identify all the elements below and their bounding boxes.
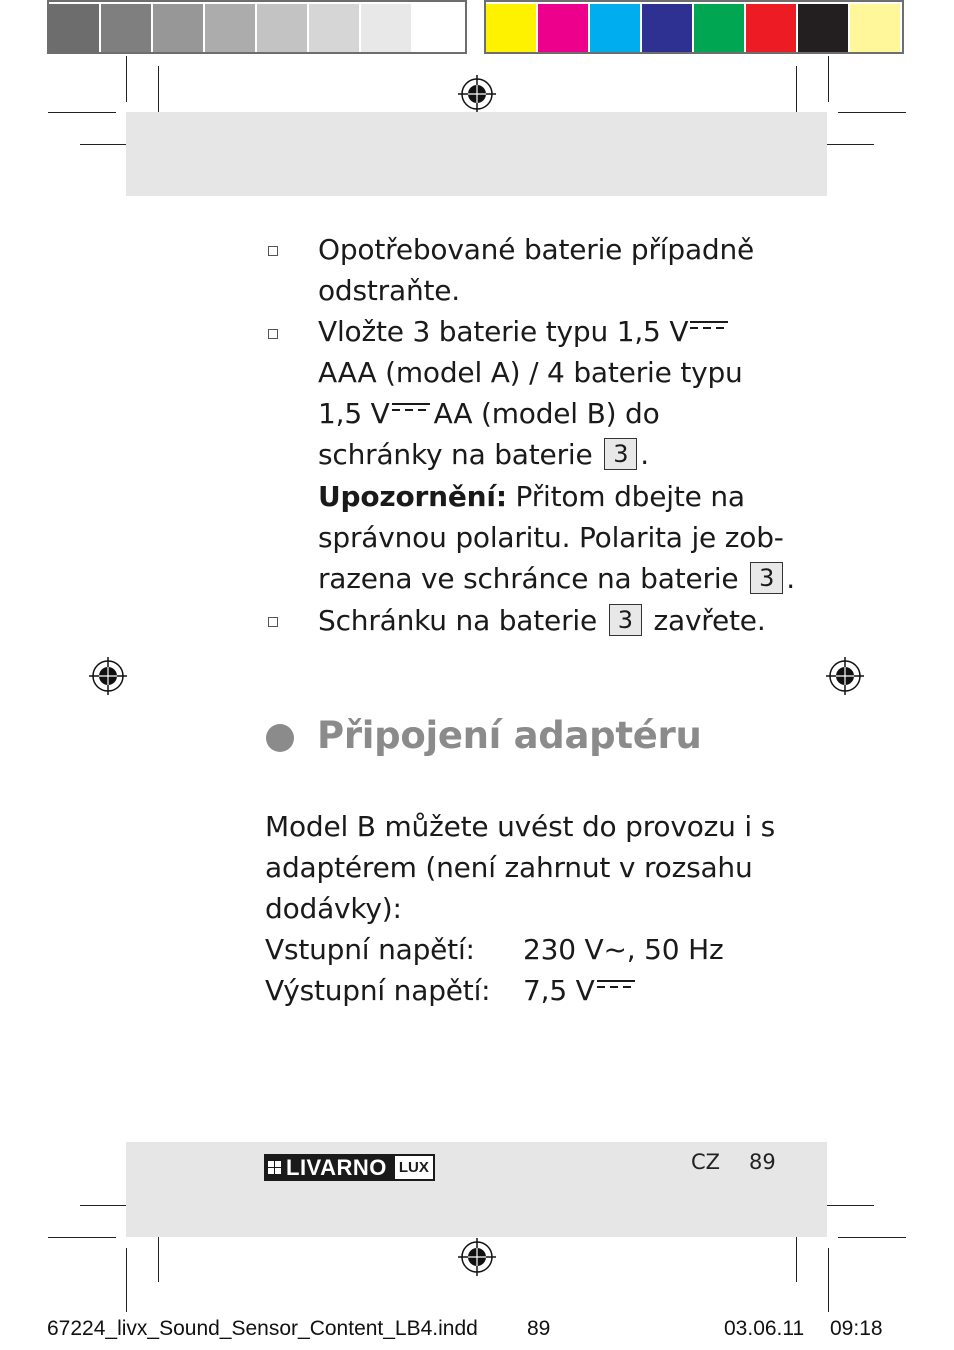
grey-swatch [309, 4, 359, 52]
step-2-text: Vložte 3 baterie typu 1,5 V [318, 315, 689, 348]
warning-text: razena ve schránce na baterie [318, 562, 739, 595]
step-2-warning-line-3 [318, 558, 795, 600]
grey-swatch [361, 4, 411, 52]
compartment-text: schránky na baterie [318, 438, 593, 471]
logo-main-block [264, 1154, 393, 1181]
registration-mark-left [89, 657, 127, 695]
step-bullet [268, 617, 278, 627]
voltage-text: 1,5 V [318, 397, 390, 430]
slug-time: 09:18 [830, 1317, 883, 1340]
dc-symbol-icon [597, 980, 635, 988]
step-2-warning-line-1 [318, 476, 745, 518]
period: . [786, 562, 795, 595]
grey-swatch [205, 4, 255, 52]
page-number: 89 [749, 1150, 776, 1174]
registration-mark-bottom [458, 1238, 496, 1276]
spec-output-value [523, 970, 639, 1012]
color-swatch [798, 4, 848, 52]
part-reference-box: 3 [750, 562, 783, 594]
color-swatch [746, 4, 796, 52]
step-2-warning-line-2: správnou polaritu. Polarita je zob- [318, 521, 784, 554]
livarno-lux-logo [264, 1154, 435, 1181]
grey-swatch [101, 4, 151, 52]
grey-swatch [49, 4, 99, 52]
paragraph-line-1: Model B můžete uvést do provozu i s [265, 810, 776, 843]
footer-band [126, 1142, 827, 1237]
color-swatch [538, 4, 588, 52]
paragraph-line-2: adaptérem (není zahrnut v rozsahu [265, 851, 753, 884]
step-2-line-4 [318, 434, 649, 476]
step-2-line-1 [318, 311, 732, 353]
output-voltage: 7,5 V [523, 974, 595, 1007]
grey-swatch [153, 4, 203, 52]
header-band [126, 112, 827, 196]
logo-grid-icon [268, 1161, 281, 1174]
color-swatch [850, 4, 900, 52]
slug-page: 89 [527, 1317, 551, 1340]
part-reference-box: 3 [609, 604, 642, 636]
grey-swatch [413, 4, 463, 52]
color-swatch [642, 4, 692, 52]
section-heading: Připojení adaptéru [317, 714, 702, 757]
dc-symbol-icon [690, 321, 728, 329]
warning-text: Přitom dbejte na [506, 480, 745, 513]
step-3-text: zavřete. [653, 604, 766, 637]
language-code: CZ [691, 1150, 721, 1174]
paragraph-line-3: dodávky): [265, 892, 402, 925]
step-2-line-2: AAA (model A) / 4 baterie typu [318, 356, 743, 389]
step-bullet [268, 246, 278, 256]
registration-mark-right [826, 657, 864, 695]
step-1-line-2: odstraňte. [318, 274, 460, 307]
battery-type-text: AA (model B) do [433, 397, 660, 430]
slug-filename: 67224_livx_Sound_Sensor_Content_LB4.indd [47, 1317, 478, 1340]
warning-label: Upozornění: [318, 480, 507, 513]
dc-symbol-icon [392, 403, 430, 411]
period: . [640, 438, 649, 471]
spec-output-label: Výstupní napětí: [265, 974, 491, 1007]
color-swatch [590, 4, 640, 52]
grey-swatch [257, 4, 307, 52]
spec-input-value: 230 V~, 50 Hz [523, 933, 724, 966]
part-reference-box: 3 [604, 438, 637, 470]
step-bullet [268, 329, 278, 339]
step-2-line-3 [318, 393, 660, 435]
slug-date: 03.06.11 [724, 1317, 805, 1340]
step-1-line-1: Opotřebované baterie případně [318, 233, 755, 266]
spec-input-label: Vstupní napětí: [265, 933, 475, 966]
color-swatch [694, 4, 744, 52]
step-3-line [318, 600, 766, 642]
logo-word: LIVARNO [286, 1154, 387, 1180]
color-swatch [486, 4, 536, 52]
heading-bullet-icon [266, 724, 294, 752]
step-3-text: Schránku na baterie [318, 604, 597, 637]
registration-mark-top [458, 75, 496, 113]
logo-lux: LUX [393, 1154, 435, 1181]
